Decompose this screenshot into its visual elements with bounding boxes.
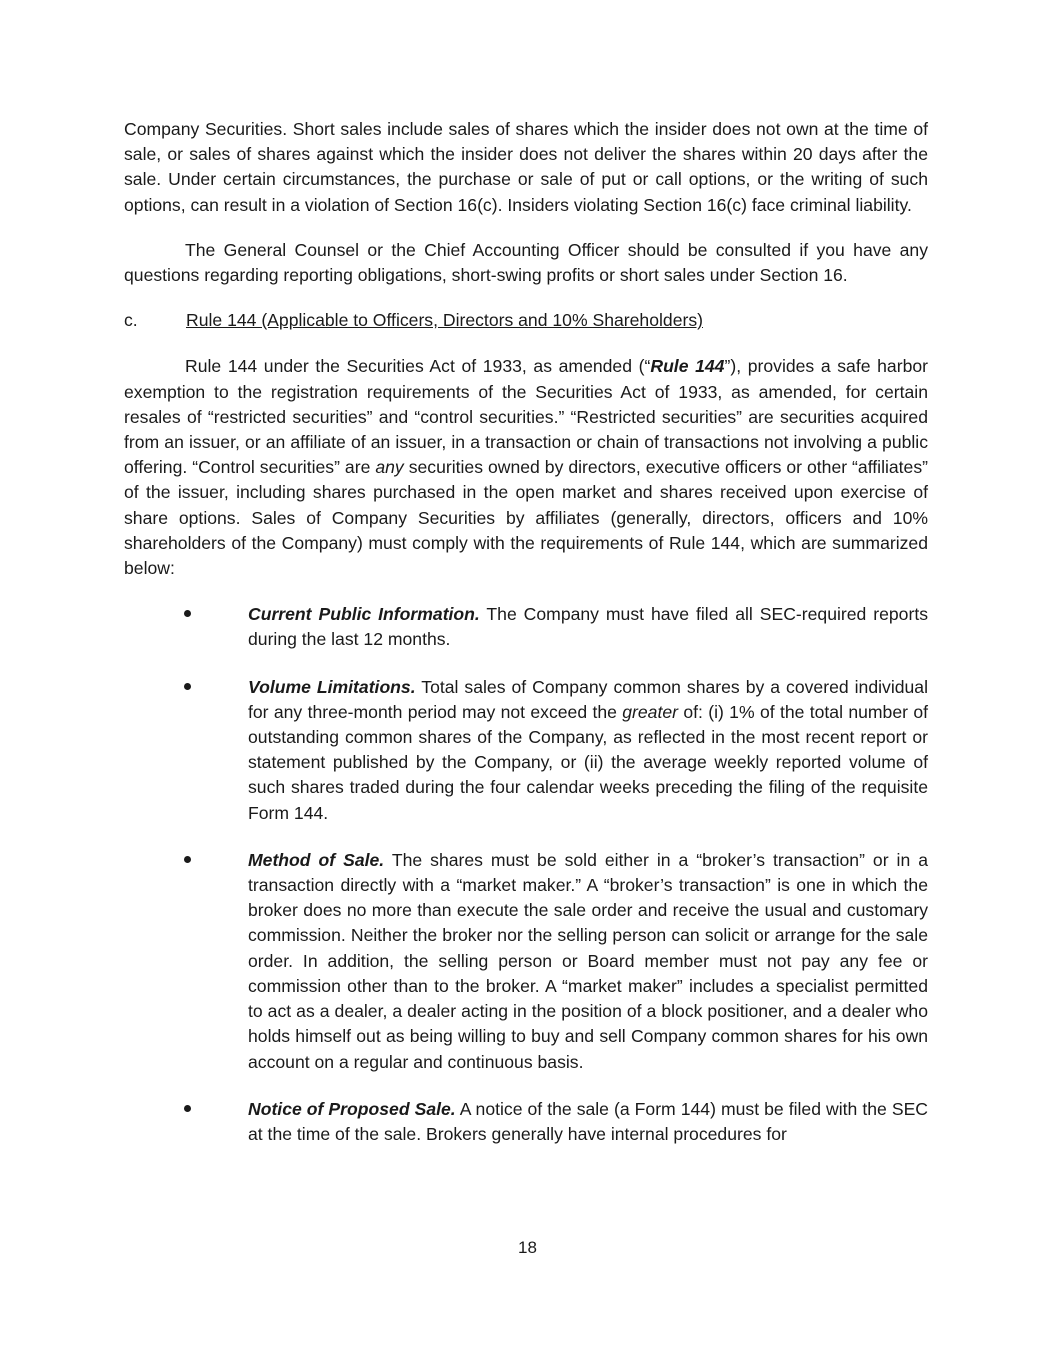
list-item-body (248, 602, 928, 652)
list-item (124, 848, 928, 1075)
intro-paragraph: Company Securities. Short sales include sales of shares which the insider does not own at the time of sale, or sales of shares against which the insider does not deliver the shares within 20 days after the sale. Under certain circumstances, the purchase or sale of put or call options, or the writing of such options, can result in a violation of Section 16(c). Insiders violating Section 16(c) face criminal liability. (124, 119, 928, 215)
rule-text-part-3: securities owned by directors, executive officers or other “affiliates” of the issuer, including shares purchased in the open market and shares received upon exercise of share options. Sales of Company Securities by affiliates (generally, directors, officers and 10% shareholders of the Company) must comply with the requirements of Rule 144, which are summarized below: (124, 457, 929, 579)
section-title: Rule 144 (Applicable to Officers, Directors and 10% Shareholders) (186, 310, 703, 331)
document-page (124, 117, 928, 1169)
list-item-text: of: (i) 1% of the total number of outstanding common shares of the Company, as reflected in the most recent report or statement published by the Company, or (ii) the average weekly reported volume of such shares traded during the four calendar weeks preceding the filing of the requisite Form 144. (248, 701, 928, 823)
list-item-body (248, 675, 928, 826)
list-item-lead: Current Public Information. (248, 604, 480, 625)
section-heading (124, 308, 928, 333)
list-item-body (248, 1097, 928, 1147)
list-item-emphasis: greater (622, 701, 678, 722)
bullet-icon (124, 675, 248, 826)
list-item (124, 1097, 928, 1147)
list-item-lead: Method of Sale. (248, 849, 385, 870)
bullet-icon (124, 602, 248, 652)
list-item (124, 602, 928, 652)
rule-144-defined-term: Rule 144 (650, 356, 725, 377)
list-item-text: The Company must have filed all SEC-required reports during the last 12 months. (248, 604, 929, 650)
list-item (124, 675, 928, 826)
list-item-text: Total sales of Company common shares by a covered individual for any three-month period may not exceed the (248, 676, 928, 722)
list-item-text: A notice of the sale (a Form 144) must be filed with the SEC at the time of the sale. Brokers generally have internal procedures for (248, 1098, 929, 1144)
list-item-text: The shares must be sold either in a “broker’s transaction” or in a transaction directly with a “market maker.” A “broker’s transaction” is one in which the broker does no more than execute the sale order and receive the usual and customary commission. Neither the broker nor the selling person can solicit or arrange for the sale order. In addition, the selling person or Board member must not pay any fee or commission other than to the broker. A “market maker” includes a specialist permitted to act as a dealer, a dealer acting in the position of a block positioner, and a dealer who holds himself out as being willing to buy and sell Company common shares for his own account on a regular and continuous basis. (248, 849, 928, 1072)
bullet-icon (124, 848, 248, 1075)
list-item-body (248, 848, 928, 1075)
rule-text-part-1: Rule 144 under the Securities Act of 1933, as amended (“ (185, 356, 651, 377)
list-item-lead: Notice of Proposed Sale. (248, 1098, 456, 1119)
bullet-icon (124, 1097, 248, 1147)
rule-text-part-2: ”), provides a safe harbor exemption to the registration requirements of the Securities Act of 1933, as amended, for certain resales of “restricted securities” and “control securities.” “Restricted securities” are securities acquired from an issuer, or an affiliate of an issuer, in a transaction or chain of transactions not involving a public offering. “Control securities” are (124, 356, 929, 478)
rule-emphasis-any: any (375, 457, 404, 478)
list-item-lead: Volume Limitations. (248, 676, 416, 697)
rule-144-paragraph (124, 354, 928, 581)
section-number: c. (124, 310, 138, 331)
page-number: 18 (518, 1238, 537, 1257)
general-counsel-paragraph: The General Counsel or the Chief Accounting Officer should be consulted if you have any questions regarding reporting obligations, short-swing profits or short sales under Section 16. (124, 239, 928, 286)
